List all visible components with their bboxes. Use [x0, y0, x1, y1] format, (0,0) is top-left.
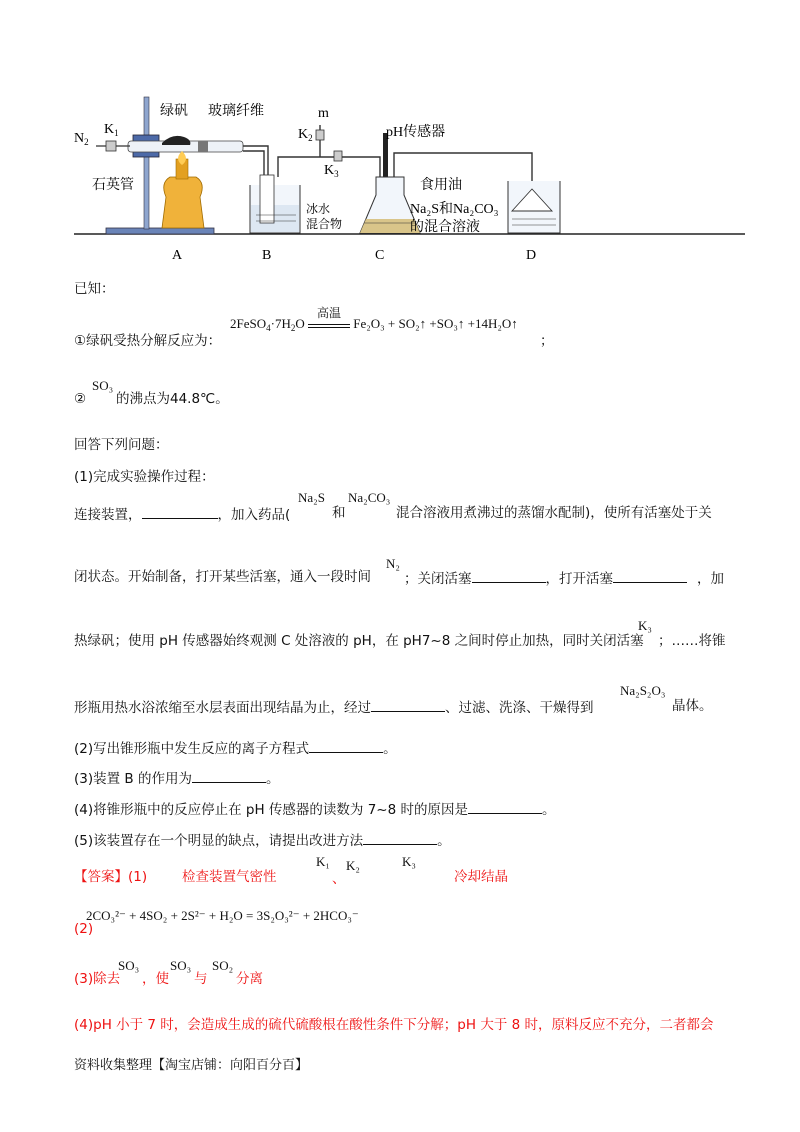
answer-2-label: (2) — [74, 921, 94, 937]
label-ph-sensor: pH传感器 — [386, 125, 446, 140]
n2-formula: N₂ — [386, 556, 400, 571]
label-c: C — [375, 248, 385, 263]
decomposition-equation: $2FeSO_4\cdot 7H_2O$ 高温 Fe₂O₃ + SO₂↑ +SO₃↑ +14H₂O↑ — [230, 306, 518, 333]
label-solution-2: 的混合溶液 — [410, 220, 480, 235]
answer-3-end: 分离 — [236, 971, 263, 987]
alcohol-burner — [162, 177, 204, 228]
known-item-2-label: ② — [74, 391, 87, 407]
known-label: 已知： — [74, 281, 115, 297]
so3-formula: SO₃ — [92, 378, 114, 393]
green-vitriol-sample — [162, 136, 190, 145]
question-5: (5)该装置存在一个明显的缺点，请提出改进方法 。 — [74, 830, 451, 850]
footer: 资料收集整理【淘宝店铺：向阳百分百】 — [74, 1058, 309, 1073]
semicolon: ； — [540, 333, 554, 349]
q1-line-2-mid: ；关闭活塞 ，打开活塞 ，加 — [404, 568, 724, 588]
q1-line-1: 连接装置， ，加入药品( — [74, 504, 290, 524]
and-text: 和 — [332, 505, 346, 521]
label-d: D — [526, 248, 537, 263]
label-m: m — [318, 106, 329, 121]
label-edible-oil: 食用油 — [420, 178, 462, 193]
answer-prompt: 回答下列问题： — [74, 437, 169, 453]
answer-3-label: (3)除去 — [74, 971, 121, 987]
label-mixture: 混合物 — [306, 217, 343, 231]
answer-sep: 、 — [332, 871, 346, 887]
q1-line-1-end: 混合溶液用煮沸过的蒸馏水配制)，使所有活塞处于关 — [396, 505, 712, 521]
na2co3-formula: Na₂CO₃ — [348, 490, 391, 505]
question-3: (3)装置 B 的作用为 。 — [74, 768, 279, 788]
answer-k3: K₃ — [402, 854, 416, 869]
q1-line-2: 闭状态。开始制备，打开某些活塞，通入一段时间 — [74, 569, 371, 585]
answer-label: 【答案】(1) — [74, 869, 148, 885]
apparatus-diagram — [0, 85, 800, 270]
label-green-vitriol: 绿矾 — [160, 104, 188, 119]
answer-3-with: 与 — [194, 971, 208, 987]
label-b: B — [262, 248, 272, 263]
stand-base — [106, 228, 214, 234]
q1-line-4: 形瓶用热水浴浓缩至水层表面出现结晶为止，经过 、过滤、洗涤、干燥得到 — [74, 697, 594, 717]
k3-formula: K₃ — [638, 618, 652, 633]
label-k1: $K_1$ — [104, 122, 119, 138]
label-solution: Na₂S和Na₂CO₃ — [410, 202, 499, 217]
label-k3: $K_3$ — [324, 163, 339, 179]
na2s2o3-formula: Na₂S₂O₃ — [620, 683, 666, 698]
answer-3-so2: SO₂ — [212, 958, 234, 973]
label-a: A — [172, 248, 183, 263]
question-1: (1)完成实验操作过程： — [74, 469, 215, 485]
label-k2: $K_2$ — [298, 127, 313, 143]
na2s-formula: Na₂S — [298, 490, 325, 505]
q1-line-3-end: ；……将锥 — [658, 633, 726, 649]
answer-k1: K₁ — [316, 854, 330, 869]
answer-1-cool: 冷却结晶 — [454, 869, 508, 885]
answer-k2: K₂ — [346, 858, 360, 873]
answer-3-so3b: SO₃ — [170, 958, 192, 973]
question-2: (2)写出锥形瓶中发生反应的离子方程式 。 — [74, 738, 397, 758]
answer-1-check: 检查装置气密性 — [182, 869, 277, 885]
label-n2: $N_2$ — [74, 131, 89, 147]
question-4: (4)将锥形瓶中的反应停止在 pH 传感器的读数为 7~8 时的原因是 。 — [74, 799, 556, 819]
stand-rod — [144, 97, 149, 229]
label-quartz-tube: 石英管 — [92, 178, 134, 193]
label-ice-water: 冰水 — [306, 202, 331, 216]
label-glass-fiber: 玻璃纤维 — [208, 104, 264, 119]
q1-line-4-end: 晶体。 — [672, 698, 713, 714]
condition-high-temp: 高温 — [316, 306, 341, 320]
glass-fiber-plug — [198, 141, 208, 152]
answer-2-equation: 2CO₃²⁻ + 4SO₂ + 2S²⁻ + H₂O = 3S₂O₃²⁻ + 2HCO₃⁻ — [86, 908, 359, 923]
boiling-point-text: 的沸点为44.8℃。 — [116, 391, 229, 407]
answer-3-so3: SO₃ — [118, 958, 140, 973]
answer-4: (4)pH 小于 7 时，会造成生成的硫代硫酸根在酸性条件下分解；pH 大于 8 时，原料反应不充分，二者都会 — [74, 1017, 714, 1033]
answer-3-mid: ，使 — [142, 971, 169, 987]
known-item-1-label: ①绿矾受热分解反应为： — [74, 333, 222, 349]
q1-line-3: 热绿矾；使用 pH 传感器始终观测 C 处溶液的 pH，在 pH7~8 之间时停止加热，同时关闭活塞 — [74, 633, 644, 649]
